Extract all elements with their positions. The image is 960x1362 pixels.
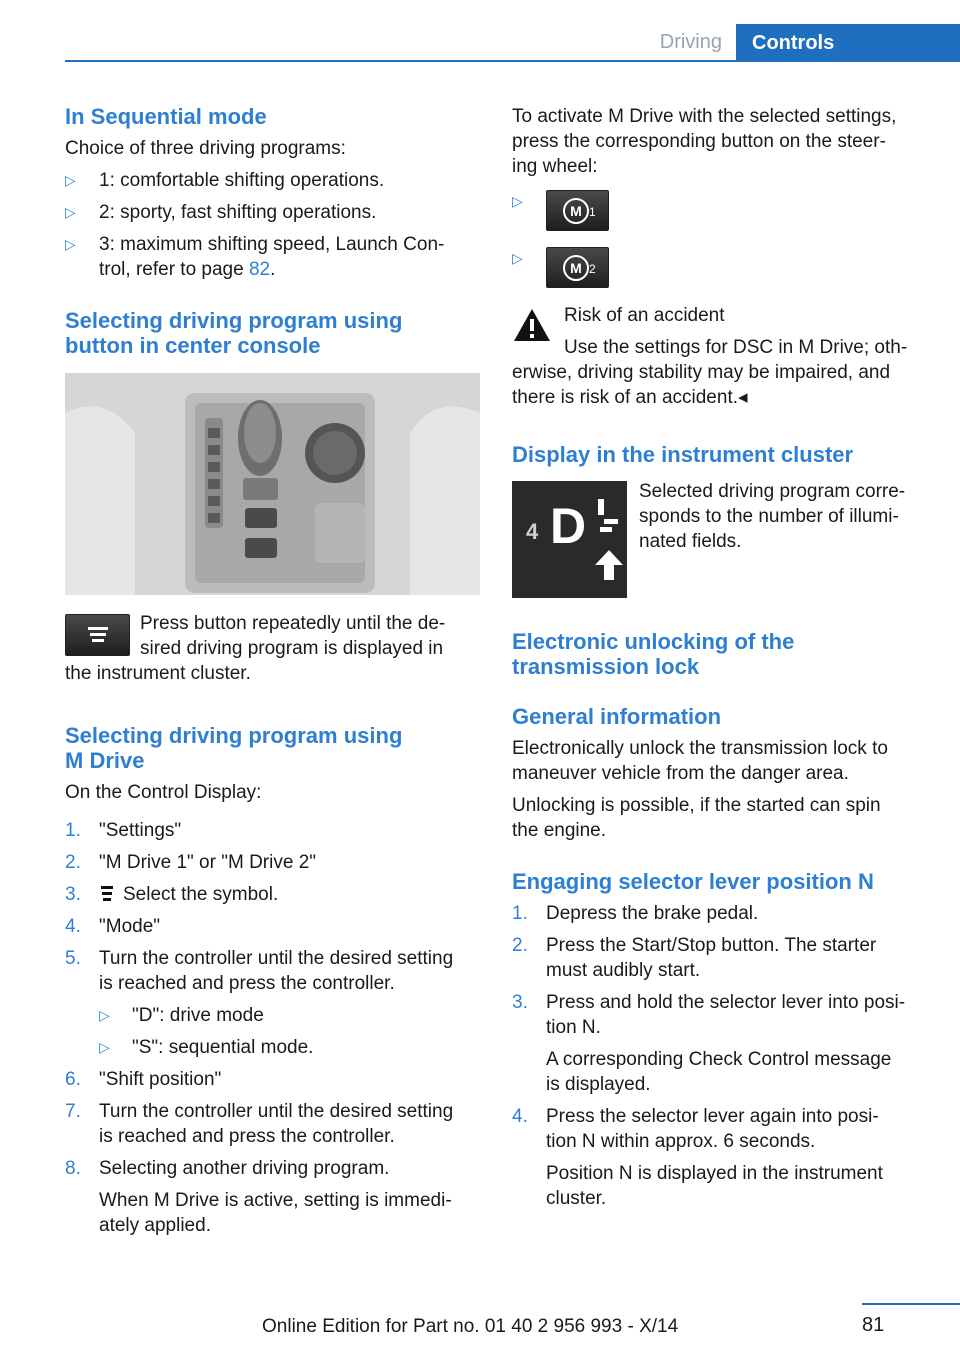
program-bars-and-arrow-icon bbox=[594, 495, 624, 595]
driving-program-button-image bbox=[65, 614, 130, 656]
footer-rule bbox=[862, 1303, 960, 1305]
general-line2: maneuver vehicle from the danger area. bbox=[512, 763, 849, 784]
press-text-line3: the instrument cluster. bbox=[65, 663, 251, 684]
bullet-triangle-icon: ▷ bbox=[512, 250, 523, 266]
list-item: 2. Press the Start/Stop button. The starter must audibly start. bbox=[512, 935, 877, 981]
step8-note: When M Drive is active, setting is immedi- ately applied. bbox=[99, 1190, 452, 1236]
cluster-text-line2: sponds to the number of illumi- bbox=[639, 506, 899, 527]
unlock-possible-line1: Unlocking is possible, if the started can spin bbox=[512, 795, 881, 816]
header-rule bbox=[65, 60, 960, 62]
mdrive-intro: On the Control Display: bbox=[65, 782, 262, 803]
m-badge-icon: M bbox=[563, 255, 589, 281]
list-item: ▷ 2: sporty, fast shifting operations. bbox=[65, 202, 377, 223]
bullet-triangle-icon: ▷ bbox=[65, 236, 76, 252]
cluster-gear-letter: D bbox=[550, 498, 587, 554]
bullet-triangle-icon: ▷ bbox=[99, 1039, 110, 1055]
header-section-tab: Driving bbox=[659, 31, 722, 53]
page-number: 81 bbox=[862, 1314, 885, 1336]
bullet-triangle-icon: ▷ bbox=[65, 172, 76, 188]
program-switch-icon bbox=[66, 615, 129, 655]
list-item: 3. Press and hold the selector lever into posi- tion N. A corresponding Check Control message is displayed. bbox=[512, 992, 906, 1095]
list-item: 1. "Settings" bbox=[65, 820, 182, 841]
cluster-gear-number: 4 bbox=[526, 519, 539, 544]
list-item: 8. Selecting another driving program. bbox=[65, 1158, 390, 1179]
list-item: 7. Turn the controller until the desired setting is reached and press the controller. bbox=[65, 1101, 454, 1147]
press-text-line1: Press button repeatedly until the de- bbox=[140, 613, 446, 634]
m-badge-icon: M bbox=[563, 198, 589, 224]
list-item: 4. "Mode" bbox=[65, 916, 161, 937]
sequential-program-list bbox=[65, 168, 485, 289]
cluster-heading: Display in the instrument cluster bbox=[512, 442, 854, 467]
list-item: ▷ 3: maximum shifting speed, Launch Con- trol, refer to page 82. bbox=[65, 234, 445, 280]
general-line1: Electronically unlock the transmission lock to bbox=[512, 738, 888, 759]
list-item: 4. Press the selector lever again into posi- tion N within approx. 6 seconds. Position N is displayed in the instrument cluster. bbox=[512, 1106, 883, 1209]
list-item: 2. "M Drive 1" or "M Drive 2" bbox=[65, 852, 317, 873]
warning-line1: Use the settings for DSC in M Drive; oth- bbox=[564, 337, 908, 358]
m1-sub: 1 bbox=[589, 205, 596, 219]
footer-edition: Online Edition for Part no. 01 40 2 956 993 - X/14 bbox=[262, 1316, 679, 1337]
press-text-line2: sired driving program is displayed in bbox=[140, 638, 444, 659]
unlock-possible-line2: the engine. bbox=[512, 820, 607, 841]
center-console-illustration bbox=[65, 373, 480, 595]
activate-text-line2: press the corresponding button on the steer- bbox=[512, 131, 886, 152]
sequential-intro: Choice of three driving programs: bbox=[65, 138, 346, 159]
warning-line3: there is risk of an accident.◂ bbox=[512, 387, 748, 408]
cluster-text-line1: Selected driving program corre- bbox=[639, 481, 906, 502]
warning-line2: erwise, driving stability may be impaired, and bbox=[512, 362, 891, 383]
list-item: ▷ "D": drive mode bbox=[99, 1005, 264, 1026]
list-item: ▷ 1: comfortable shifting operations. bbox=[65, 170, 385, 191]
engage-steps bbox=[512, 901, 932, 1218]
m2-button-image bbox=[546, 247, 609, 288]
cluster-text-line3: nated fields. bbox=[639, 531, 742, 552]
sequential-mode-heading: In Sequential mode bbox=[65, 104, 267, 129]
warning-title: Risk of an accident bbox=[564, 305, 725, 326]
list-item: 6. "Shift position" bbox=[65, 1069, 222, 1090]
activate-text-line1: To activate M Drive with the selected settings, bbox=[512, 106, 897, 127]
bullet-triangle-icon: ▷ bbox=[512, 193, 523, 209]
mdrive-heading: Selecting driving program using M Drive bbox=[65, 723, 403, 773]
bullet-triangle-icon: ▷ bbox=[99, 1007, 110, 1023]
instrument-cluster-image bbox=[512, 481, 627, 598]
center-console-drawing bbox=[65, 373, 480, 595]
driving-program-symbol-icon bbox=[99, 884, 115, 911]
mdrive-steps bbox=[65, 818, 485, 1238]
console-heading: Selecting driving program using button in center console bbox=[65, 308, 403, 358]
header-chapter-tab: Controls bbox=[736, 24, 960, 62]
engage-heading: Engaging selector lever position N bbox=[512, 869, 874, 894]
m2-sub: 2 bbox=[589, 262, 596, 276]
activate-text-line3: ing wheel: bbox=[512, 156, 598, 177]
general-info-heading: General information bbox=[512, 704, 722, 729]
m1-button-image bbox=[546, 190, 609, 231]
list-item: 5. Turn the controller until the desired setting is reached and press the controller. bbox=[65, 948, 454, 994]
page-link[interactable]: 82 bbox=[248, 259, 271, 280]
list-item: 3. Select the symbol. bbox=[65, 882, 485, 914]
warning-triangle-icon bbox=[512, 306, 552, 349]
bullet-triangle-icon: ▷ bbox=[65, 204, 76, 220]
list-item: ▷ "S": sequential mode. bbox=[99, 1037, 314, 1058]
list-item: 1. Depress the brake pedal. bbox=[512, 903, 759, 924]
unlock-heading: Electronic unlocking of the transmission lock bbox=[512, 629, 795, 679]
